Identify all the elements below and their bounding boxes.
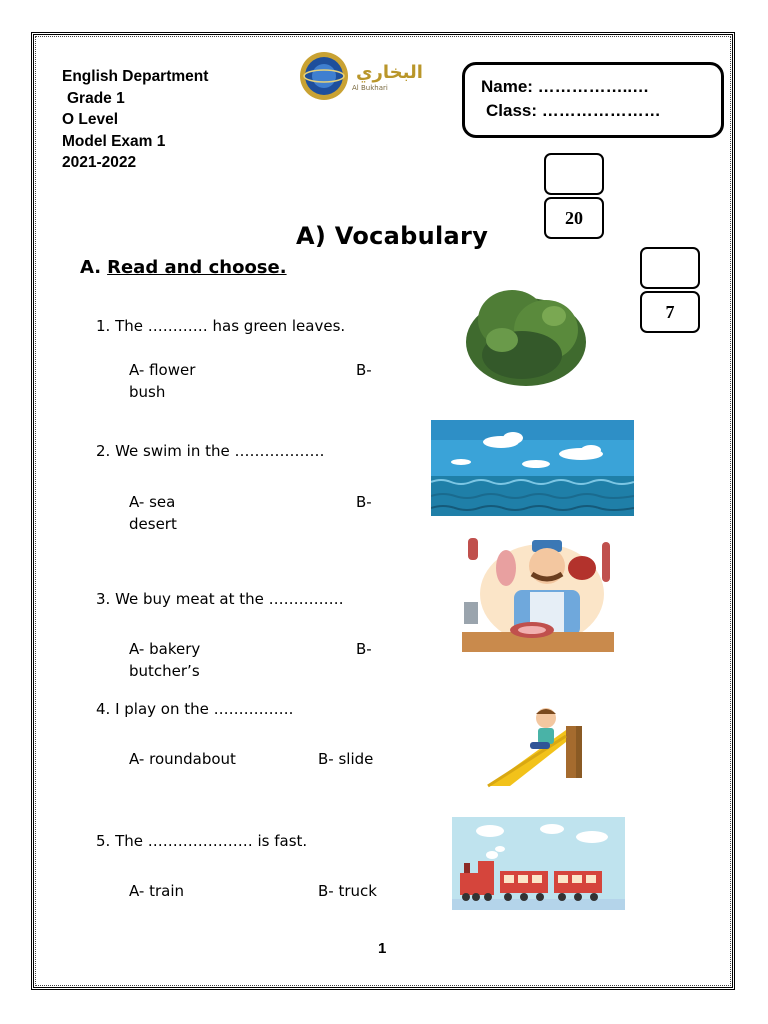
part-total-score: 7: [640, 291, 700, 333]
q2-option-a[interactable]: [129, 491, 177, 535]
q1-option-a[interactable]: [129, 359, 195, 403]
exam-name: Model Exam 1: [62, 132, 166, 150]
instruction: [80, 257, 287, 278]
q2-option-b[interactable]: B-: [356, 493, 372, 511]
part-score-blank[interactable]: [640, 247, 700, 289]
q1-option-b[interactable]: B-: [356, 361, 372, 379]
level: O Level: [62, 111, 118, 128]
slide-image: [480, 702, 590, 794]
department: English Department: [62, 68, 209, 85]
school-year: 2021-2022: [62, 154, 137, 171]
q3-option-b[interactable]: B-: [356, 640, 372, 658]
logo-subtext: Al Bukhari: [352, 84, 388, 92]
question-5: 5. The ………………… is fast.: [96, 832, 308, 850]
bush-image: [462, 280, 590, 390]
q1-option-a-text: A- flower: [129, 361, 196, 379]
student-info-box: [462, 62, 724, 138]
question-3: 3. We buy meat at the ……………: [96, 590, 344, 608]
instruction-text: Read and choose.: [107, 257, 287, 278]
section-title: A) Vocabulary: [296, 222, 489, 250]
q2-option-a-text: A- sea: [129, 493, 176, 511]
q5-option-a[interactable]: A- train: [129, 882, 185, 900]
question-1: 1. The ………… has green leaves.: [96, 317, 346, 335]
q5-option-b[interactable]: B- truck: [318, 882, 377, 900]
exam-header: [62, 66, 208, 174]
butcher-image: [462, 534, 614, 654]
q3-option-b-wrap: butcher’s: [129, 662, 200, 680]
page-number: 1: [378, 940, 387, 957]
q2-option-b-wrap: desert: [129, 515, 177, 533]
q4-option-b[interactable]: B- slide: [318, 750, 374, 768]
school-logo: [296, 50, 426, 102]
logo-arabic-text: البخاري: [356, 62, 423, 83]
section-total-score: 20: [544, 197, 604, 239]
train-image: [452, 817, 625, 910]
section-score-blank[interactable]: [544, 153, 604, 195]
grade: Grade 1: [67, 89, 125, 107]
sea-image: [431, 420, 634, 516]
name-field[interactable]: Name: ……………..…: [481, 77, 650, 96]
q4-option-a[interactable]: A- roundabout: [129, 750, 236, 768]
q3-option-a-text: A- bakery: [129, 640, 201, 658]
q1-option-b-wrap: bush: [129, 383, 166, 401]
question-4: 4. I play on the …………….: [96, 700, 294, 718]
instruction-letter: A.: [80, 257, 102, 278]
class-field[interactable]: Class: …………………: [486, 101, 661, 120]
question-2: 2. We swim in the ………………: [96, 442, 325, 460]
q3-option-a[interactable]: [129, 638, 200, 682]
